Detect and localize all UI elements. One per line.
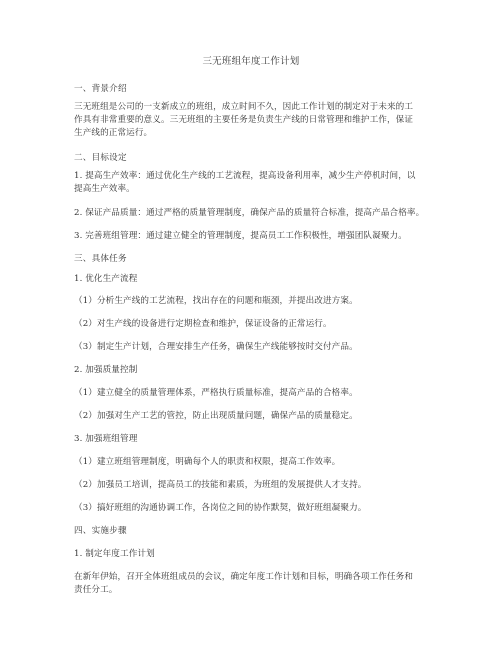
paragraph-line: 作具有非常重要的意义。三无班组的主要任务是负责生产线的日常管理和维护工作，保证 bbox=[74, 115, 414, 125]
paragraph-line: 1. 提高生产效率：通过优化生产线的工艺流程，提高设备利用率，减少生产停机时间，以 bbox=[74, 171, 416, 181]
list-item: （2）加强对生产工艺的管控，防止出现质量问题，确保产品的质量稳定。 bbox=[74, 411, 358, 421]
paragraph-line: 在新年伊始，召开全体班组成员的会议，确定年度工作计划和目标，明确各项工作任务和 bbox=[74, 572, 414, 582]
paragraph-line: 三无班组是公司的一支新成立的班组，成立时间不久，因此工作计划的制定对于未来的工 bbox=[74, 102, 414, 112]
list-item: （3）搞好班组的沟通协调工作，各岗位之间的协作默契，做好班组凝聚力。 bbox=[74, 503, 367, 513]
paragraph-line: 3. 完善班组管理：通过建立健全的管理制度，提高员工工作积极性，增强团队凝聚力。 bbox=[74, 231, 407, 241]
paragraph-line: 2. 保证产品质量：通过严格的质量管理制度，确保产品的质量符合标准，提高产品合格率。 bbox=[74, 208, 425, 218]
section-heading-goals: 二、目标设定 bbox=[74, 153, 127, 163]
paragraph-line: 生产线的正常运行。 bbox=[74, 128, 153, 138]
subheading-line: 1. 优化生产流程 bbox=[74, 274, 138, 284]
subheading-line: 3. 加强班组管理 bbox=[74, 434, 138, 444]
paragraph-line: 责任分工。 bbox=[74, 585, 118, 595]
subheading-line: 2. 加强质量控制 bbox=[74, 365, 138, 375]
list-item: （3）制定生产计划，合理安排生产任务，确保生产线能够按时交付产品。 bbox=[74, 342, 358, 352]
list-item: （1）建立健全的质量管理体系，严格执行质量标准，提高产品的合格率。 bbox=[74, 388, 358, 398]
list-item: （1）分析生产线的工艺流程，找出存在的问题和瓶颈，并提出改进方案。 bbox=[74, 296, 358, 306]
document-title: 三无班组年度工作计划 bbox=[202, 56, 300, 67]
list-item: （1）建立班组管理制度，明确每个人的职责和权限，提高工作效率。 bbox=[74, 457, 341, 467]
section-heading-background: 一、背景介绍 bbox=[74, 84, 127, 94]
list-item: （2）对生产线的设备进行定期检查和维护，保证设备的正常运行。 bbox=[74, 319, 332, 329]
list-item: （2）加强员工培训，提高员工的技能和素质，为班组的发展提供人才支持。 bbox=[74, 480, 367, 490]
section-heading-steps: 四、实施步骤 bbox=[74, 526, 127, 536]
section-heading-tasks: 三、具体任务 bbox=[74, 254, 127, 264]
paragraph-line: 提高生产效率。 bbox=[74, 184, 135, 194]
subheading-line: 1. 制定年度工作计划 bbox=[74, 549, 155, 559]
